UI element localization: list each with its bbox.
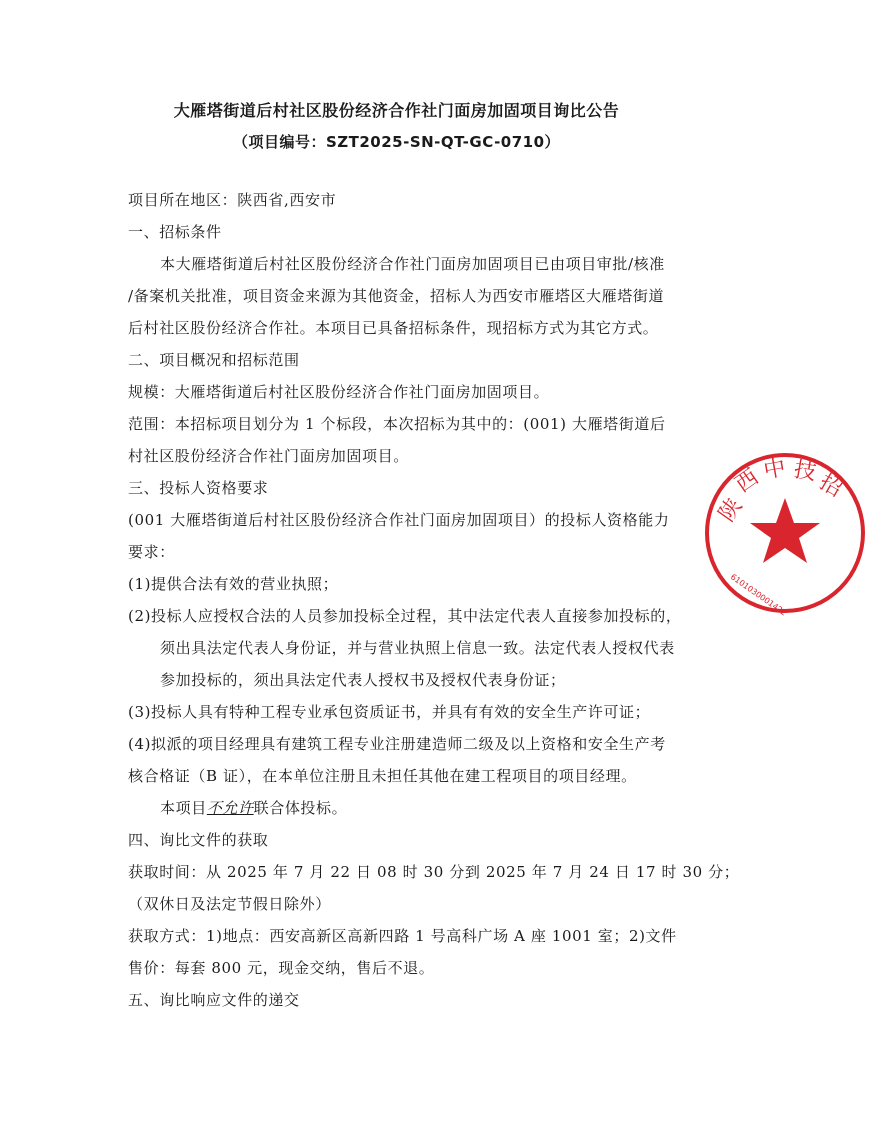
project-number: （项目编号：SZT2025-SN-QT-GC-0710） — [232, 133, 561, 151]
req-intro-line-1: (001 大雁塔街道后村社区股份经济合作社门面房加固项目）的投标人资格能力 — [128, 511, 670, 529]
time-line-2: （双休日及法定节假日除外） — [128, 895, 331, 913]
section-5-heading: 五、询比响应文件的递交 — [128, 991, 300, 1009]
section-1-para-line-2: /备案机关批准，项目资金来源为其他资金，招标人为西安市雁塔区大雁塔街道 — [128, 287, 665, 305]
section-3-heading: 三、投标人资格要求 — [128, 479, 269, 497]
time-line-1: 获取时间：从 2025 年 7 月 22 日 08 时 30 分到 2025 年 7 月 24 日 17 时 30 分； — [128, 863, 740, 881]
req-1: (1)提供合法有效的营业执照； — [128, 575, 339, 593]
consortium-prefix: 本项目 — [160, 799, 207, 817]
scope-line-1: 范围：本招标项目划分为 1 个标段，本次招标为其中的：(001) 大雁塔街道后 — [128, 415, 666, 433]
svg-text:中: 中 — [761, 455, 788, 484]
consortium-not-allowed: 不允许 — [206, 799, 254, 817]
scale-line: 规模：大雁塔街道后村社区股份经济合作社门面房加固项目。 — [128, 383, 550, 401]
method-line-1: 获取方式：1)地点：西安高新区高新四路 1 号高科广场 A 座 1001 室；2)文件 — [128, 927, 677, 945]
method-line-2: 售价：每套 800 元，现金交纳，售后不退。 — [128, 959, 435, 977]
scope-line-2: 村社区股份经济合作社门面房加固项目。 — [128, 447, 409, 465]
section-1-heading: 一、招标条件 — [128, 223, 222, 241]
section-1-para-line-3: 后村社区股份经济合作社。本项目已具备招标条件，现招标方式为其它方式。 — [128, 319, 659, 337]
req-2-line-3: 参加投标的，须出具法定代表人授权书及授权代表身份证； — [160, 671, 566, 689]
region-line: 项目所在地区：陕西省,西安市 — [128, 191, 337, 209]
req-4-line-1: (4)拟派的项目经理具有建筑工程专业注册建造师二级及以上资格和安全生产考 — [128, 735, 666, 753]
req-2-line-2: 须出具法定代表人身份证，并与营业执照上信息一致。法定代表人授权代表 — [160, 639, 675, 657]
svg-text:技: 技 — [791, 457, 818, 486]
req-3: (3)投标人具有特种工程专业承包资质证书，并具有有效的安全生产许可证； — [128, 703, 651, 721]
svg-text:6101030001422: 6101030001422 — [728, 572, 789, 618]
consortium-suffix: 联合体投标。 — [253, 799, 348, 817]
section-4-heading: 四、询比文件的获取 — [128, 831, 269, 849]
svg-text:陕: 陕 — [714, 494, 748, 527]
consortium-line — [160, 797, 347, 818]
company-seal — [700, 448, 870, 618]
req-intro-line-2: 要求： — [128, 543, 175, 561]
req-4-line-2: 核合格证（B 证），在本单位注册且未担任其他在建工程项目的项目经理。 — [128, 767, 637, 785]
svg-text:招: 招 — [815, 469, 847, 503]
document-title: 大雁塔街道后村社区股份经济合作社门面房加固项目询比公告 — [173, 101, 620, 120]
req-2-line-1: (2)投标人应授权合法的人员参加投标全过程，其中法定代表人直接参加投标的， — [128, 607, 682, 625]
section-2-heading: 二、项目概况和招标范围 — [128, 351, 300, 369]
section-1-para-line-1: 本大雁塔街道后村社区股份经济合作社门面房加固项目已由项目审批/核准 — [160, 255, 665, 273]
svg-text:西: 西 — [731, 464, 764, 498]
